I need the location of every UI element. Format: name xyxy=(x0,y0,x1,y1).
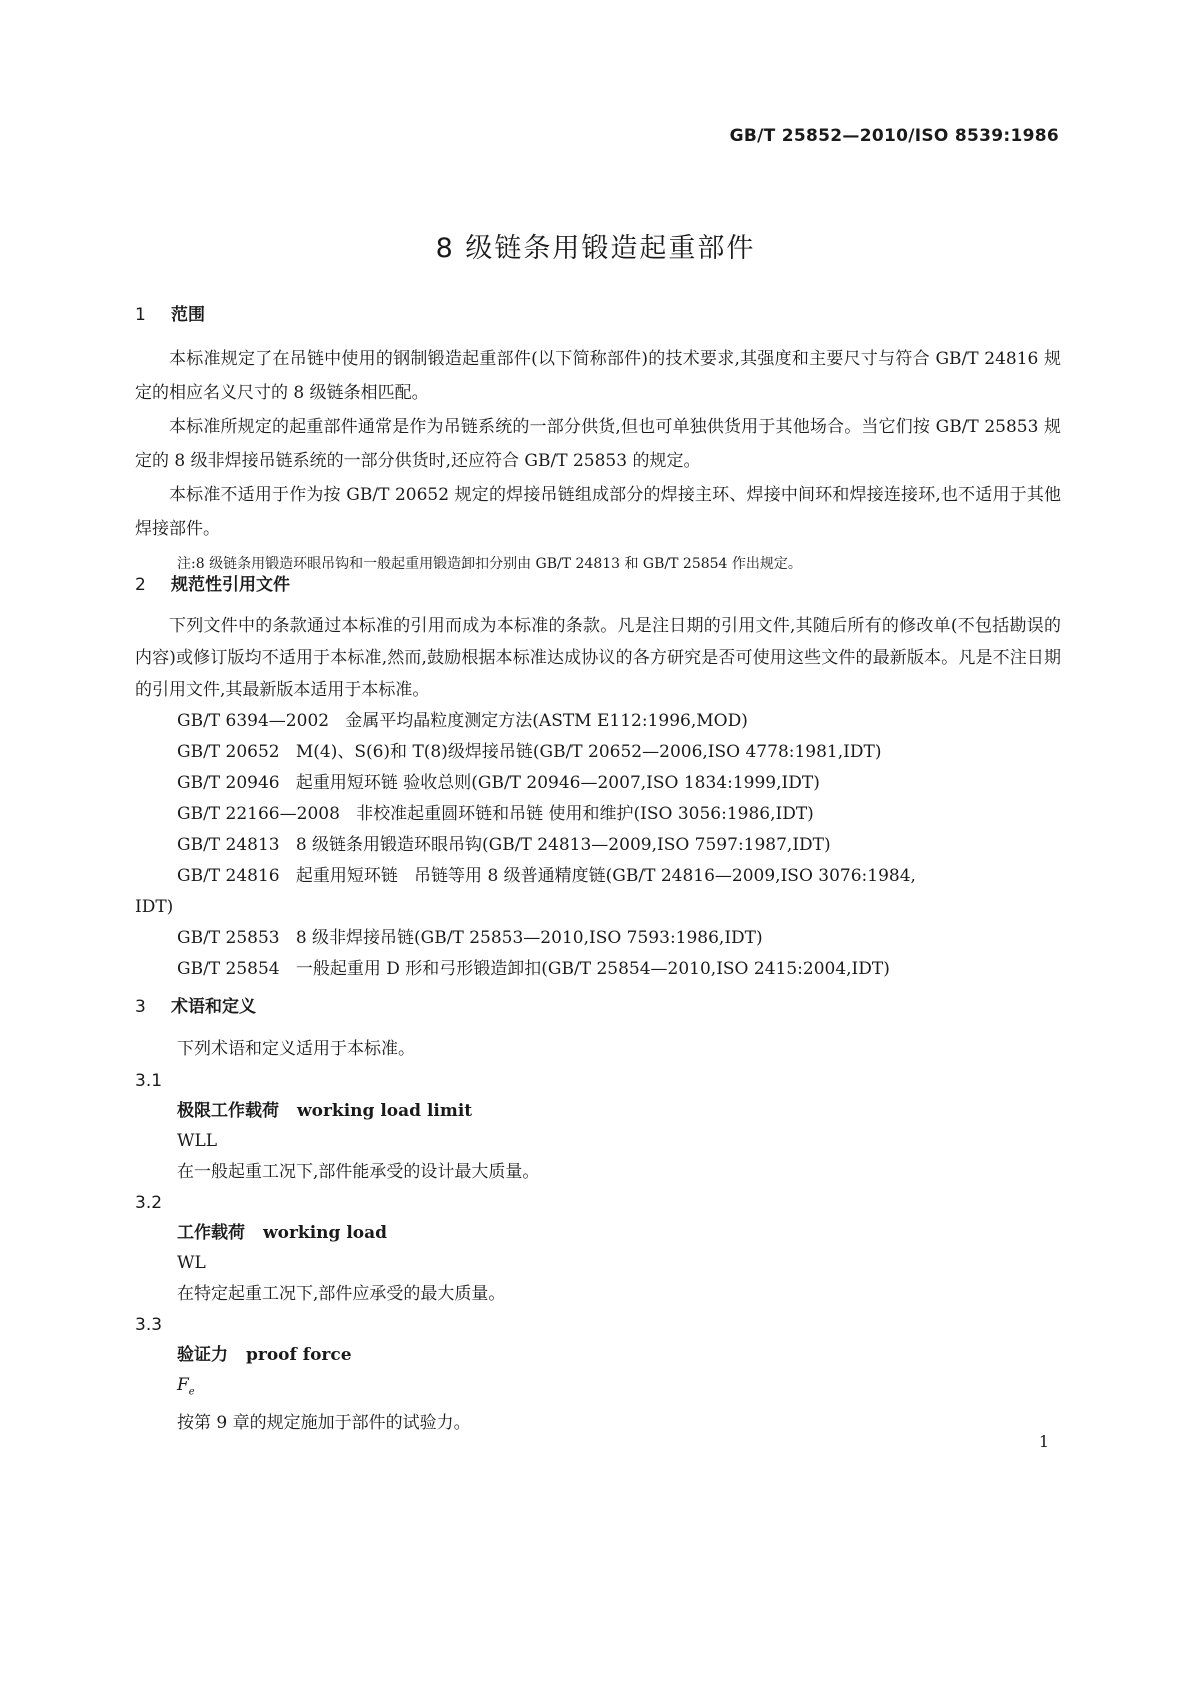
term-entry xyxy=(135,1310,1061,1439)
note: 注:8 级链条用锻造环眼吊钩和一般起重用锻造卸扣分别由 GB/T 24813 和 GB/T 25854 作出规定。 xyxy=(177,556,802,572)
section-3 xyxy=(135,992,1061,1017)
section-2 xyxy=(135,570,1061,595)
term-number: 3.1 xyxy=(135,1071,163,1091)
term-number: 3.2 xyxy=(135,1193,163,1213)
reference-line: GB/T 24816 起重用短环链 吊链等用 8 级普通精度链(GB/T 24816—2009,ISO 3076:1984, xyxy=(177,866,916,886)
symbol-subscript: e xyxy=(188,1386,195,1398)
term-name xyxy=(135,1340,1061,1370)
reference-item: GB/T 25853 8 级非焊接吊链(GB/T 25853—2010,ISO 7593:1986,IDT) xyxy=(177,928,763,948)
paragraph: 本标准所规定的起重部件通常是作为吊链系统的一部分供货,但也可单独供货用于其他场合。当它们按 GB/T 25853 规定的 8 级非焊接吊链系统的一部分供货时,还应符合 GB/T 25853 的规定。 xyxy=(135,417,1061,471)
term-en: working load limit xyxy=(297,1101,473,1121)
paragraph: 本标准规定了在吊链中使用的钢制锻造起重部件(以下简称部件)的技术要求,其强度和主要尺寸与符合 GB/T 24816 规定的相应名义尺寸的 8 级链条相匹配。 xyxy=(135,349,1061,403)
term-definition: 按第 9 章的规定施加于部件的试验力。 xyxy=(177,1413,471,1434)
reference-item: GB/T 24813 8 级链条用锻造环眼吊钩(GB/T 24813—2009,ISO 7597:1987,IDT) xyxy=(177,835,831,855)
section-heading xyxy=(135,570,1061,595)
term-zh: 工作载荷 xyxy=(177,1223,245,1243)
reference-item: GB/T 6394—2002 金属平均晶粒度测定方法(ASTM E112:1996,MOD) xyxy=(177,711,748,731)
paragraph: 下列文件中的条款通过本标准的引用而成为本标准的条款。凡是注日期的引用文件,其随后所有的修改单(不包括勘误的内容)或修订版均不适用于本标准,然而,鼓励根据本标准达成协议的各方研究是否可使用这些文件的最新版本。凡是不注日期的引用文件,其最新版本适用于本标准。 xyxy=(135,616,1061,700)
paragraph: 本标准不适用于作为按 GB/T 20652 规定的焊接吊链组成部分的焊接主环、焊接中间环和焊接连接环,也不适用于其他焊接部件。 xyxy=(135,485,1061,539)
section-2-body xyxy=(135,610,1061,985)
section-number: 2 xyxy=(135,575,146,595)
section-1 xyxy=(135,300,1061,325)
term-abbr: WLL xyxy=(177,1131,218,1151)
document-title: 8 级链条用锻造起重部件 xyxy=(435,233,756,264)
reference-item: GB/T 22166—2008 非校准起重圆环链和吊链 使用和维护(ISO 3056:1986,IDT) xyxy=(177,804,814,824)
section-title: 术语和定义 xyxy=(171,997,256,1017)
term-abbr: WL xyxy=(177,1253,206,1273)
term-definition: 在特定起重工况下,部件应承受的最大质量。 xyxy=(177,1284,506,1304)
term-en: working load xyxy=(263,1223,388,1243)
section-title: 范围 xyxy=(171,305,205,325)
term-name xyxy=(135,1096,1061,1126)
section-3-body xyxy=(135,1032,1061,1439)
page-number: 1 xyxy=(1038,1432,1049,1451)
term-en: proof force xyxy=(246,1345,352,1365)
term-symbol xyxy=(135,1370,1061,1407)
term-definition: 在一般起重工况下,部件能承受的设计最大质量。 xyxy=(177,1162,540,1182)
section-number: 3 xyxy=(135,997,146,1017)
term-entry xyxy=(135,1188,1061,1310)
intro-text: 下列术语和定义适用于本标准。 xyxy=(177,1039,415,1059)
section-number: 1 xyxy=(135,305,146,325)
term-zh: 验证力 xyxy=(177,1345,228,1365)
section-heading xyxy=(135,300,1061,325)
reference-item: GB/T 20946 起重用短环链 验收总则(GB/T 20946—2007,ISO 1834:1999,IDT) xyxy=(177,773,820,793)
section-heading xyxy=(135,992,1061,1017)
standard-code: GB/T 25852—2010/ISO 8539:1986 xyxy=(729,126,1059,146)
reference-item xyxy=(135,861,1061,923)
reference-item: GB/T 25854 一般起重用 D 形和弓形锻造卸扣(GB/T 25854—2010,ISO 2415:2004,IDT) xyxy=(177,959,890,979)
term-entry xyxy=(135,1066,1061,1188)
section-1-body xyxy=(135,342,1061,576)
symbol-main: F xyxy=(177,1375,189,1395)
term-zh: 极限工作载荷 xyxy=(177,1101,279,1121)
term-number: 3.3 xyxy=(135,1315,163,1335)
reference-line: IDT) xyxy=(135,897,174,917)
term-name xyxy=(135,1218,1061,1248)
section-title: 规范性引用文件 xyxy=(171,575,290,595)
reference-item: GB/T 20652 M(4)、S(6)和 T(8)级焊接吊链(GB/T 20652—2006,ISO 4778:1981,IDT) xyxy=(177,742,882,762)
